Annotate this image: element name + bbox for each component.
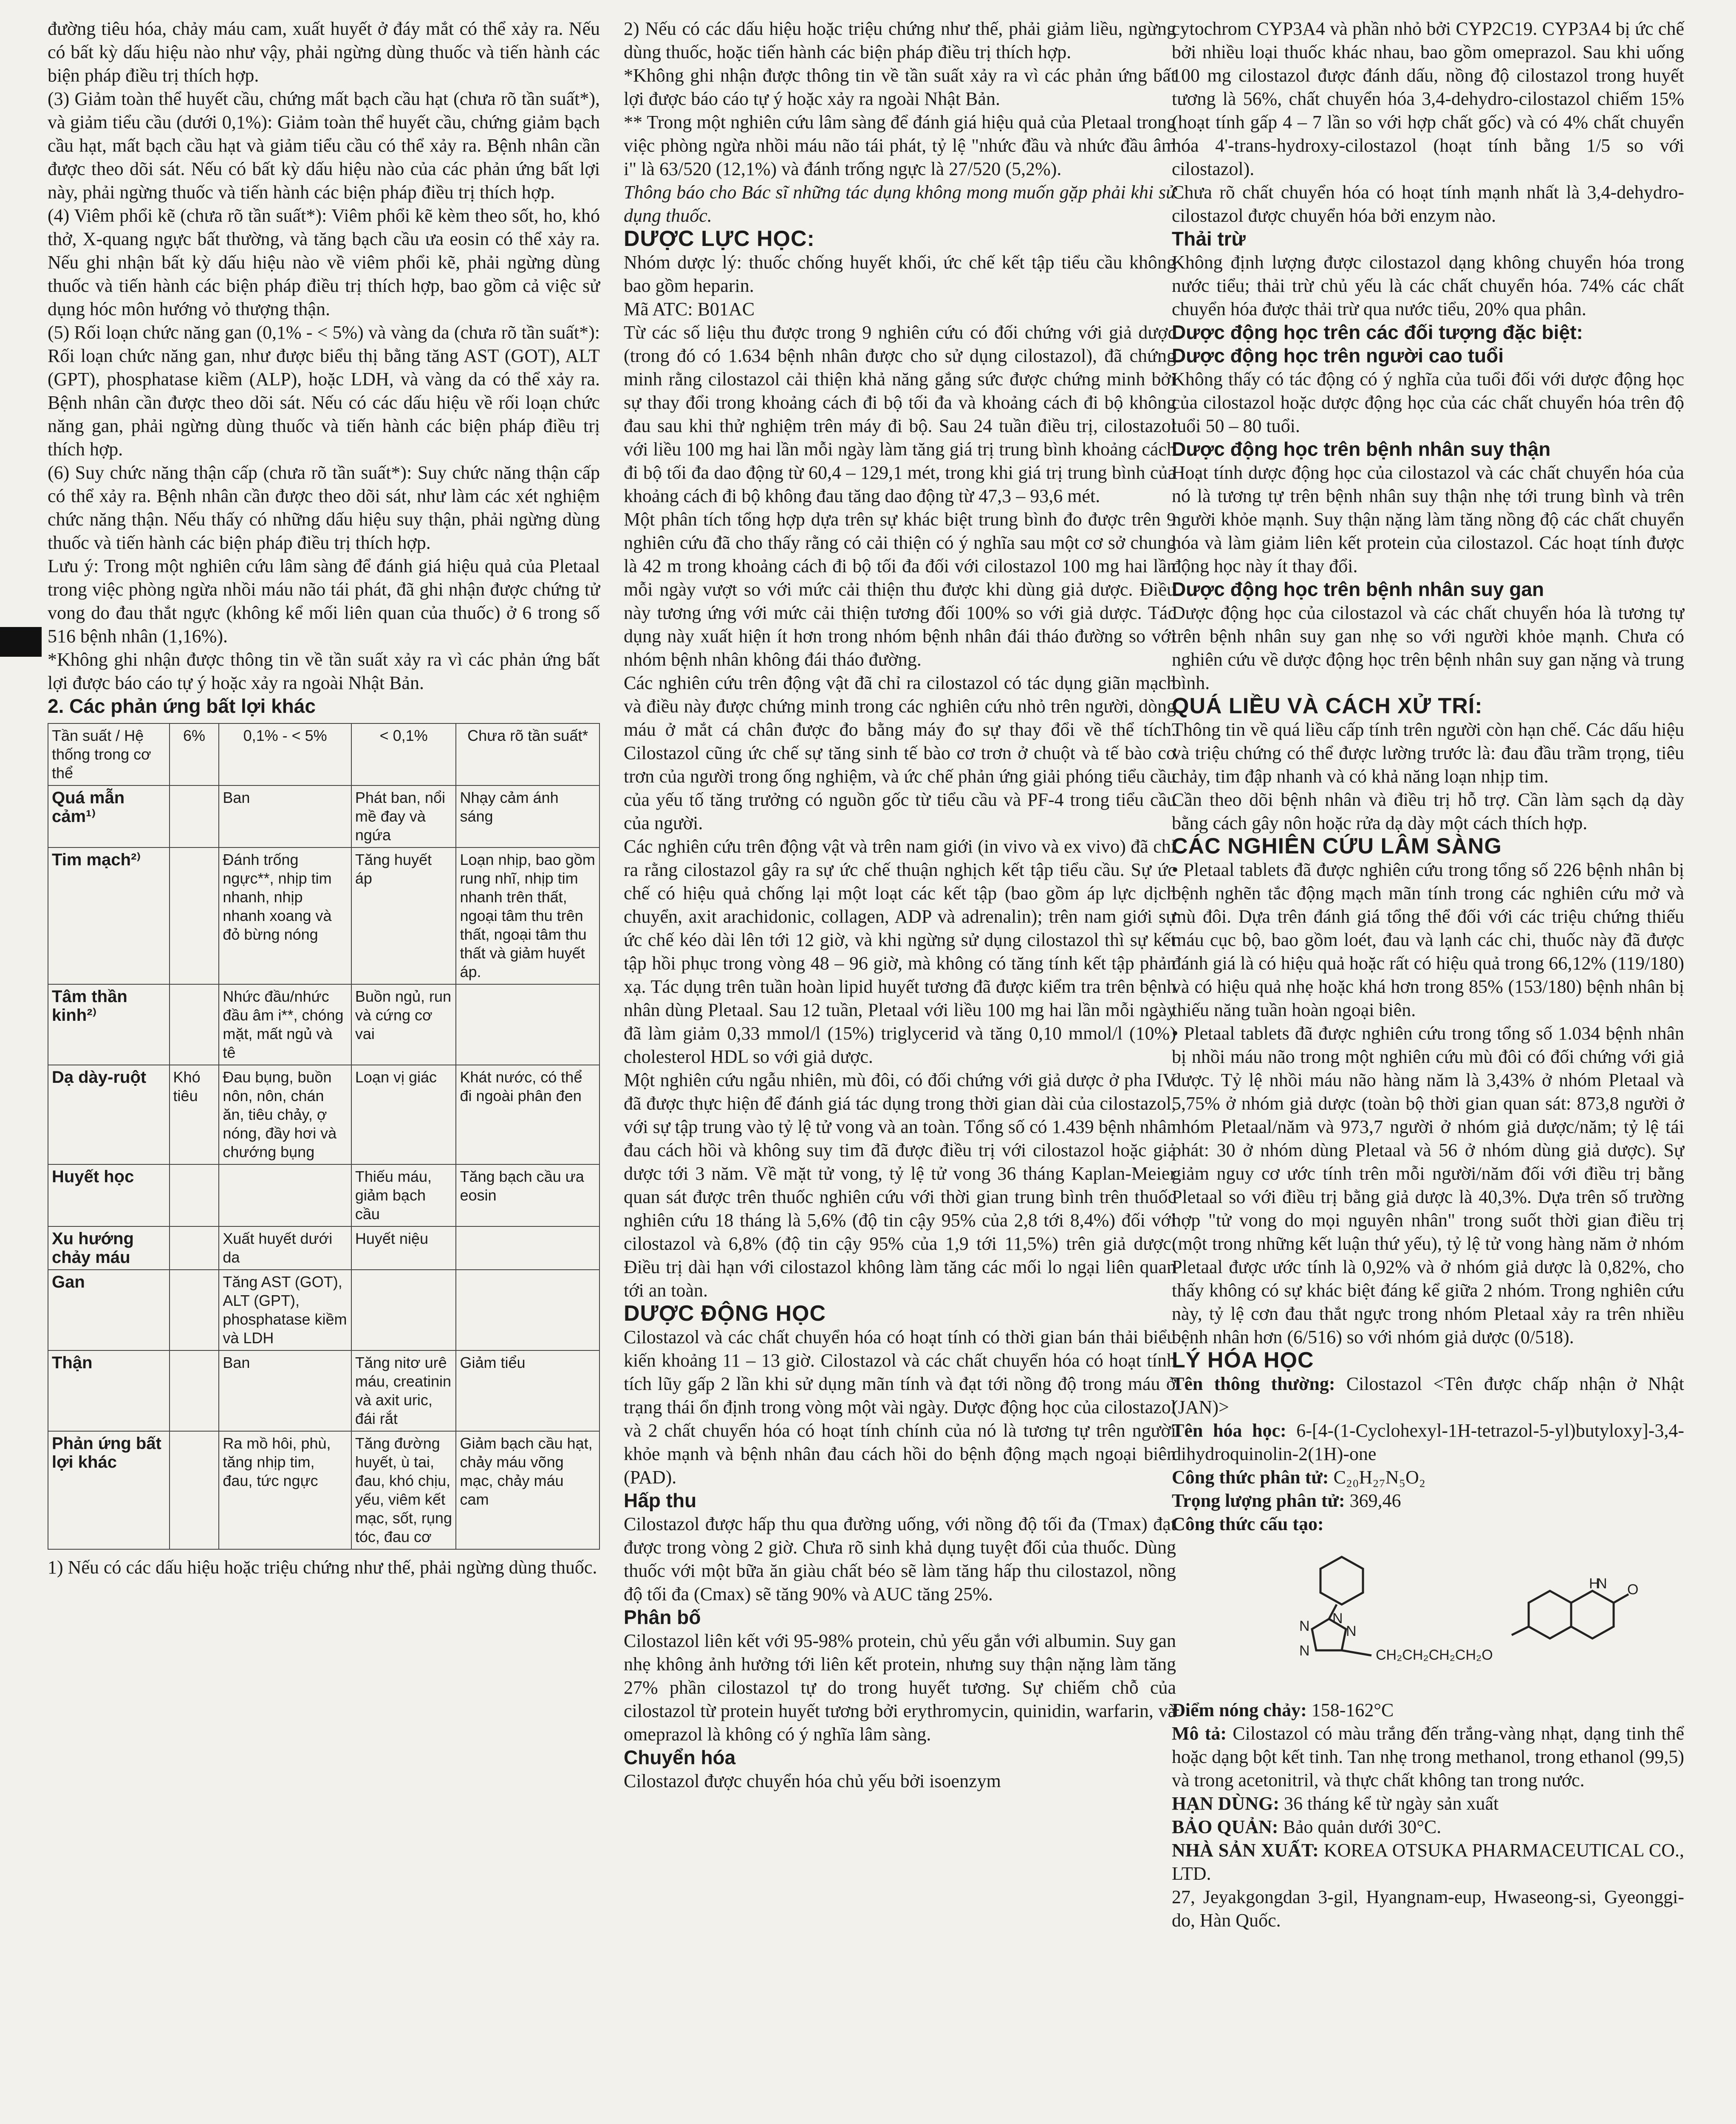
value: Cilostazol <Tên được chấp nhận ở Nhật (JAN)> <box>1172 1373 1684 1418</box>
table-cell: Thiếu máu, giảm bạch cầu <box>351 1164 456 1226</box>
paragraph: ** Trong một nghiên cứu lâm sàng để đánh giá hiệu quả của Pletaal trong việc phòng ngừa nhồi máu não tái phát, tỷ lệ "nhức đầu và nhức đầu âm i" là 63/520 (12,1%) và đánh trống ngực là 27/520 (5,2%). <box>624 112 1176 179</box>
subsection-heading: Dược động học trên người cao tuổi <box>1172 345 1504 367</box>
subsection-heading: Dược động học trên bệnh nhân suy thận <box>1172 438 1551 460</box>
label: HẠN DÙNG: <box>1172 1793 1279 1814</box>
table-cell <box>170 1164 219 1226</box>
table-header-row <box>48 723 599 785</box>
section-heading: QUÁ LIỀU VÀ CÁCH XỬ TRÍ: <box>1172 694 1483 718</box>
weight-line <box>1172 1489 1684 1512</box>
bond <box>1342 1650 1371 1655</box>
table-cell: Buồn ngủ, run và cứng cơ vai <box>351 984 456 1065</box>
table-cell: Đánh trống ngực**, nhịp tim nhanh, nhịp nhanh xoang và đỏ bừng nóng <box>219 847 351 984</box>
table-cell: Xuất huyết dưới da <box>219 1226 351 1270</box>
value: Bảo quản dưới 30°C. <box>1283 1816 1442 1837</box>
chemical-name-line <box>1172 1419 1684 1466</box>
paragraph: Lưu ý: Trong một nghiên cứu lâm sàng để đánh giá hiệu quả của Pletaal trong việc phòng ngừa nhồi máu não tái phát, đã ghi nhận được chứng tử vong do đau thắt ngực (không kể mối liên quan của thuốc) ở 6 trong số 516 bệnh nhân (1,16%). <box>48 556 600 647</box>
paragraph: (4) Viêm phổi kẽ (chưa rõ tần suất*): Viêm phổi kẽ kèm theo sốt, ho, khó thở, X-quang ngực bất thường, và tăng bạch cầu ưa eosin có thể xảy ra. Nếu ghi nhận bất kỳ dấu hiệu nào về viêm phổi kẽ, phải ngừng dùng thuốc và tiến hành các biện pháp điều trị thích hợp, bao gồm cả việc sử dụng hóc môn hướng vỏ thượng thận. <box>48 205 600 319</box>
paragraph: (5) Rối loạn chức năng gan (0,1% - < 5%) và vàng da (chưa rõ tần suất*): Rối loạn chức năng gan, như được biểu thị bằng tăng AST (GOT), ALT (GPT), phosphatase kiềm (ALP), hoặc LDH, và vàng da có thể xảy ra. Bệnh nhân cần được theo dõi sát. Nếu có các dấu hiệu về rối loạn chức năng gan, phải ngừng dùng thuốc và tiến hành các biện pháp điều trị thích hợp. <box>48 322 600 460</box>
subsection-heading: Chuyển hóa <box>624 1746 736 1768</box>
paragraph: Mã ATC: B01AC <box>624 299 755 319</box>
table-cell: Xu hướng chảy máu <box>48 1226 170 1270</box>
table-cell: Tâm thần kinh²⁾ <box>48 984 170 1065</box>
subsection-heading: Thải trừ <box>1172 228 1246 250</box>
table-cell <box>456 1270 599 1350</box>
table-row <box>48 785 599 847</box>
common-name-line <box>1172 1372 1684 1419</box>
value: Cilostazol có màu trắng đến trắng-vàng nhạt, dạng tinh thể hoặc dạng bột kết tinh. Tan nhẹ trong methanol, trong ethanol (99,5) và trong acetonitril, và thực chất không tan trong nước. <box>1172 1723 1684 1791</box>
table-row <box>48 1065 599 1164</box>
storage-line <box>1172 1815 1684 1839</box>
column-header: 6% <box>170 723 219 785</box>
paragraph: Cần theo dõi bệnh nhân và điều trị hỗ trợ. Cần làm sạch dạ dày bằng cách gây nôn hoặc rửa dạ dày một cách thích hợp. <box>1172 789 1684 833</box>
table-cell: Tăng AST (GOT), ALT (GPT), phosphatase kiềm và LDH <box>219 1270 351 1350</box>
table-cell <box>456 1226 599 1270</box>
value: 36 tháng kể từ ngày sản xuất <box>1284 1793 1499 1814</box>
value: C₂₀H₂₇N₅O₂ <box>1333 1467 1426 1488</box>
formula-line <box>1172 1466 1684 1489</box>
column-1 <box>48 17 600 1579</box>
paragraph: Một phân tích tổng hợp dựa trên sự khác biệt trung bình đo được trên 9 nghiên cứu đã cho thấy rằng có cải thiện có ý nghĩa sau một cơ sở chung là 42 m trong khoảng cách đi bộ tối đa đối với cilostazol 100 mg hai lần mỗi ngày vượt so với mức cải thiện thu được khi dùng giả dược. Điều này tương ứng với mức cải thiện tương đối 100% so với giả dược. Tác dụng này xuất hiện ít hơn trong nhóm bệnh nhân đái tháo đường so với nhóm bệnh nhân không đái tháo đường. <box>624 509 1176 670</box>
paragraph: Không thấy có tác động có ý nghĩa của tuổi đối với dược động học của cilostazol hoặc dược động học của các chất chuyển hóa trên độ tuổi 50 – 80 tuổi. <box>1172 369 1684 436</box>
footnote: 1) Nếu có các dấu hiệu hoặc triệu chứng như thế, phải ngừng dùng thuốc. <box>48 1557 597 1578</box>
section-heading: CÁC NGHIÊN CỨU LÂM SÀNG <box>1172 834 1502 859</box>
notice-text: Thông báo cho Bác sĩ những tác dụng không mong muốn gặp phải khi sử dụng thuốc. <box>624 182 1176 226</box>
nitrogen-atom: N <box>1299 1618 1310 1634</box>
table-cell: Loạn vị giác <box>351 1065 456 1164</box>
nitrogen-atom: N <box>1332 1610 1343 1627</box>
paragraph: Các nghiên cứu trên động vật đã chỉ ra cilostazol có tác dụng giãn mạch và điều này được chứng minh trong các nghiên cứu nhỏ trên người, dòng máu ở mắt cá chân được đo bằng máy đo sự thay đổi về thể tích. Cilostazol cũng ức chế sự tăng sinh tế bào cơ trơn ở chuột và tế bào cơ trơn của người trong ống nghiệm, và ức chế phản ứng giải phóng tiểu cầu của yếu tố tăng trưởng có nguồn gốc từ tiểu cầu và PF-4 trong tiểu cầu của người. <box>624 672 1176 833</box>
paragraph: cytochrom CYP3A4 và phần nhỏ bởi CYP2C19. CYP3A4 bị ức chế bởi nhiều loại thuốc khác nhau, bao gồm omeprazol. Sau khi uống 100 mg cilostazol được đánh dấu, nồng độ cilostazol trong huyết tương là 56%, chất chuyển hóa 3,4-dehydro-cilostazol chiếm 15% (hoạt tính gấp 4 – 7 lần so với hợp chất gốc) và có 4% chất chuyển hóa 4'-trans-hydroxy-cilostazol (hoạt tính bằng 1/5 so với cilostazol). <box>1172 18 1684 179</box>
section-heading: LÝ HÓA HỌC <box>1172 1348 1314 1373</box>
table-cell: Giảm bạch cầu hạt, chảy máu võng mạc, chảy máu cam <box>456 1431 599 1549</box>
paragraph: • Pletaal tablets đã được nghiên cứu trong tổng số 1.034 bệnh nhân bị nhồi máu não trong một nghiên cứu mù đôi có đối chứng với giả dược. Tỷ lệ nhồi máu não hàng năm là 3,43% ở nhóm Pletaal và 5,75% ở nhóm giả dược (toàn bộ thời gian quan sát: 873,8 người ở nhóm Pletaal/năm và 973,7 người ở nhóm giả dược/năm; tỷ lệ tái phát: 30 ở nhóm dùng Pletaal và 56 ở nhóm dùng giả dược). Sự giảm nguy cơ ước tính trên mỗi người/năm đối với điều trị bằng Pletaal so với điều trị bằng giả dược là 40,3%. Dựa trên số trường hợp "tử vong do mọi nguyên nhân" trong suốt thời gian điều trị (một trong những kết luận thứ yếu), tỷ lệ tử vong hàng năm ở nhóm Pletaal được ước tính là 0,92% và ở nhóm giả dược là 0,82%, cho thấy không có sự khác biệt đáng kể giữa 2 nhóm. Trong nghiên cứu này, tỷ lệ cơn đau thắt ngực trong nhóm Pletaal xảy ra trên nhiều bệnh nhân hơn (6/516) so với nhóm giả dược (0/518). <box>1172 1023 1684 1347</box>
table-cell <box>170 1270 219 1350</box>
table-cell <box>170 1350 219 1431</box>
expiry-line <box>1172 1792 1684 1815</box>
table-cell <box>456 984 599 1065</box>
address-line: 27, Jeyakgongdan 3-gil, Hyangnam-eup, Hwaseong-si, Gyeonggi-do, Hàn Quốc. <box>1172 1887 1684 1931</box>
melting-point-line <box>1172 1698 1684 1722</box>
table-title: 2. Các phản ứng bất lợi khác <box>48 695 316 717</box>
table-cell: Quá mẫn cảm¹⁾ <box>48 785 170 847</box>
table-row <box>48 847 599 984</box>
carbonyl-bond <box>1614 1594 1629 1603</box>
table-cell: Khát nước, có thể đi ngoài phân đen <box>456 1065 599 1164</box>
column-header: < 0,1% <box>351 723 456 785</box>
table-cell: Tăng bạch cầu ưa eosin <box>456 1164 599 1226</box>
subsection-heading: Dược động học trên bệnh nhân suy gan <box>1172 578 1544 600</box>
column-3 <box>1172 17 1684 1932</box>
subsection-heading: Phân bố <box>624 1606 701 1628</box>
manufacturer-line <box>1172 1839 1684 1885</box>
benzene-ring <box>1529 1591 1571 1638</box>
table-cell: Huyết học <box>48 1164 170 1226</box>
table-cell: Tăng đường huyết, ù tai, đau, khó chịu, yếu, viêm kết mạc, sốt, rụng tóc, đau cơ <box>351 1431 456 1549</box>
subsection-heading: Hấp thu <box>624 1489 697 1511</box>
table-row <box>48 1431 599 1549</box>
table-cell: Ban <box>219 785 351 847</box>
table-cell: Thận <box>48 1350 170 1431</box>
paragraph: 2) Nếu có các dấu hiệu hoặc triệu chứng như thế, phải giảm liều, ngừng dùng thuốc, hoặc tiến hành các biện pháp điều trị thích hợp. <box>624 18 1176 62</box>
section-heading: DƯỢC ĐỘNG HỌC <box>624 1301 826 1326</box>
value: 158-162°C <box>1311 1700 1394 1720</box>
margin-marker <box>0 627 42 657</box>
table-cell: Khó tiêu <box>170 1065 219 1164</box>
column-2 <box>624 17 1176 1793</box>
table-cell: Phát ban, nổi mề đay và ngứa <box>351 785 456 847</box>
table-cell: Nhức đầu/nhức đầu âm i**, chóng mặt, mất ngủ và tê <box>219 984 351 1065</box>
table-row <box>48 1350 599 1431</box>
cyclohexane-ring <box>1320 1557 1363 1604</box>
lactam-ring <box>1571 1591 1614 1638</box>
subsection-heading: Dược động học trên các đối tượng đặc biệt: <box>1172 321 1583 343</box>
table-cell <box>170 1431 219 1549</box>
bond <box>1512 1627 1529 1635</box>
nitrogen-atom: N <box>1346 1623 1357 1639</box>
description-line <box>1172 1722 1684 1792</box>
paragraph: Chưa rõ chất chuyển hóa có hoạt tính mạnh nhất là 3,4-dehydro-cilostazol được chuyển hóa bởi enzym nào. <box>1172 182 1684 226</box>
oxygen-atom: O <box>1627 1582 1639 1598</box>
paragraph: Nhóm dược lý: thuốc chống huyết khối, ức chế kết tập tiểu cầu không bao gồm heparin. <box>624 252 1176 296</box>
table-cell: Gan <box>48 1270 170 1350</box>
paragraph: đường tiêu hóa, chảy máu cam, xuất huyết ở đáy mắt có thể xảy ra. Nếu có bất kỳ dấu hiệu nào như vậy, phải ngừng dùng thuốc và tiến hành các biện pháp điều trị thích hợp. <box>48 18 600 86</box>
table-cell <box>351 1270 456 1350</box>
adverse-reactions-table <box>48 723 600 1550</box>
paragraph: (6) Suy chức năng thận cấp (chưa rõ tần suất*): Suy chức năng thận cấp có thể xảy ra. Bệnh nhân cần được theo dõi sát, như làm các xét nghiệm chức năng thận. Nếu thấy có những dấu hiệu suy thận, phải ngừng dùng thuốc và tiến hành các biện pháp điều trị thích hợp. <box>48 462 600 553</box>
paragraph: Một nghiên cứu ngẫu nhiên, mù đôi, có đối chứng với giả dược ở pha IV đã được thực hiện để đánh giá tác dụng trong thời gian dài của cilostazol, với sự tập trung vào tỷ lệ tử vong và an toàn. Tổng số có 1.439 bệnh nhân đau cách hồi và không suy tim đã được điều trị với cilostazol hoặc giả dược tới 3 năm. Về mặt tử vong, tỷ lệ tử vong 36 tháng Kaplan-Meier quan sát được trên thuốc nghiên cứu với thời gian trung bình trên thuốc nghiên cứu 18 tháng là 5,6% (độ tin cậy 95% của 2,8 tới 8,4%) đối với cilostazol và 6,8% (độ tin cậy 95% của 1,9 tới 11,5%) trên giả dược. Điều trị dài hạn với cilostazol không làm tăng các mối lo ngại liên quan tới an toàn. <box>624 1070 1176 1301</box>
paragraph: Cilostazol được chuyển hóa chủ yếu bởi isoenzym <box>624 1771 1001 1791</box>
label: BẢO QUẢN: <box>1172 1816 1278 1837</box>
table-cell: Nhạy cảm ánh sáng <box>456 785 599 847</box>
structure-label: Công thức cấu tạo: <box>1172 1514 1324 1534</box>
label: NHÀ SẢN XUẤT: <box>1172 1840 1319 1861</box>
table-cell: Tim mạch²⁾ <box>48 847 170 984</box>
table-cell <box>170 1226 219 1270</box>
table-cell <box>219 1164 351 1226</box>
label: Trọng lượng phân tử: <box>1172 1490 1345 1511</box>
label: Điểm nóng chảy: <box>1172 1700 1307 1720</box>
paragraph: Không định lượng được cilostazol dạng không chuyển hóa trong nước tiểu; thải trừ chủ yếu là các chất chuyển hóa. 74% các chất chuyển hóa được thải trừ qua nước tiểu, 20% qua phân. <box>1172 252 1684 319</box>
label: Mô tả: <box>1172 1723 1227 1744</box>
chain-label: CH₂CH₂CH₂CH₂O <box>1376 1647 1493 1663</box>
paragraph: Các nghiên cứu trên động vật và trên nam giới (in vivo và ex vivo) đã chỉ ra rằng cilostazol gây ra sự ức chế thuận nghịch kết tập tiểu cầu. Sự ức chế có hiệu quả chống lại một loạt các kết tập (bao gồm áp lực dịch chuyển, axit arachidonic, collagen, ADP và adrenalin); trên nam giới sự ức chế kéo dài lên tới 12 giờ, và khi ngừng sử dụng cilostazol thì sự kết tập hồi phục trong vòng 48 – 96 giờ, mà không có tăng tính kết tập phản xạ. Tác dụng trên tuần hoàn lipid huyết tương đã được kiểm tra trên bệnh nhân dùng Pletaal. Sau 12 tuần, Pletaal với liều 100 mg hai lần mỗi ngày đã làm giảm 0,33 mmol/l (15%) triglycerid và tăng 0,10 mmol/l (10%) cholesterol HDL so với giả dược. <box>624 836 1176 1067</box>
label: Tên hóa học: <box>1172 1420 1286 1441</box>
paragraph: Cilostazol và các chất chuyển hóa có hoạt tính có thời gian bán thải biểu kiến khoảng 11 – 13 giờ. Cilostazol và các chất chuyển hóa có hoạt tính tích lũy gấp 2 lần khi sử dụng mãn tính và đạt tới nồng độ trong máu ở trạng thái ổn định trong vòng một vài ngày. Dược động học của cilostazol và 2 chất chuyển hóa có hoạt tính chính của nó là tương tự trên người khỏe mạnh và bệnh nhân đau cách hồi do bệnh động mạch ngoại biên (PAD). <box>624 1327 1176 1488</box>
table-cell <box>170 847 219 984</box>
value: 369,46 <box>1349 1490 1401 1511</box>
paragraph: Hoạt tính dược động học của cilostazol và các chất chuyển hóa của nó là tương tự trên bệnh nhân suy thận nhẹ tới trung bình và trên người khỏe mạnh. Suy thận nặng làm tăng nồng độ các chất chuyển hóa và làm giảm liên kết protein của cilostazol. Các hoạt tính được động học này ít thay đổi. <box>1172 462 1684 576</box>
paragraph: Dược động học của cilostazol và các chất chuyển hóa là tương tự trên bệnh nhân suy gan nhẹ so với người khỏe mạnh. Chưa có nghiên cứu về dược động học trên bệnh nhân suy gan nặng và trung bình. <box>1172 602 1684 693</box>
table-cell: Giảm tiểu <box>456 1350 599 1431</box>
paragraph: Từ các số liệu thu được trong 9 nghiên cứu có đối chứng với giả dược (trong đó có 1.634 bệnh nhân được cho sử dụng cilostazol), đã chứng minh rằng cilostazol cải thiện khả năng gắng sức được chứng minh bởi sự thay đổi trong khoảng cách đi bộ tối đa và khoảng cách đi bộ không đau sau khi thử nghiệm trên máy đi bộ. Sau 24 tuần điều trị, cilostazol với liều 100 mg hai lần mỗi ngày làm tăng giá trị trung bình khoảng cách đi bộ tối đa dao động từ 60,4 – 129,1 mét, trong khi giá trị trung bình của khoảng cách đi bộ không đau tăng dao động từ 47,3 – 93,6 mét. <box>624 322 1176 506</box>
table-cell: Loạn nhịp, bao gồm rung nhĩ, nhịp tim nhanh trên thất, ngoại tâm thu trên thất, ngoại tâm thu thất và giảm huyết áp. <box>456 847 599 984</box>
amide-n: N <box>1597 1576 1607 1592</box>
table-row <box>48 1226 599 1270</box>
structural-formula-diagram <box>1172 1544 1639 1689</box>
table-cell: Tăng huyết áp <box>351 847 456 984</box>
label: Công thức phân tử: <box>1172 1467 1329 1488</box>
value: 6-[4-(1-Cyclohexyl-1H-tetrazol-5-yl)butyloxy]-3,4-dihydroquinolin-2(1H)-one <box>1172 1420 1684 1464</box>
paragraph: • Pletaal tablets đã được nghiên cứu trong tổng số 226 bệnh nhân bị bệnh nghẽn tắc động mạch mãn tính trong các nghiên cứu mở và mù đôi. Dựa trên đánh giá tổng thể đối với các triệu chứng thiếu máu cục bộ, bao gồm loét, đau và lạnh các chi, thuốc này đã được đánh giá là có hiệu quả hoặc rất có hiệu quả trong 66,12% (119/180) và có hiệu quả nhẹ hoặc khá hơn trong 85% (153/180) bệnh nhân bị thiếu năng tuần hoàn ngoại biên. <box>1172 859 1684 1020</box>
column-header: Chưa rõ tần suất* <box>456 723 599 785</box>
paragraph: *Không ghi nhận được thông tin về tần suất xảy ra vì các phản ứng bất lợi được báo cáo tự ý hoặc xảy ra ngoài Nhật Bản. <box>48 649 600 693</box>
table-row <box>48 1270 599 1350</box>
section-heading: DƯỢC LỰC HỌC: <box>624 226 815 251</box>
amide-nh: H <box>1589 1576 1600 1592</box>
table-cell <box>170 984 219 1065</box>
paragraph: *Không ghi nhận được thông tin về tần suất xảy ra vì các phản ứng bất lợi được báo cáo tự ý hoặc xảy ra ngoài Nhật Bản. <box>624 65 1176 109</box>
value: KOREA OTSUKA PHARMACEUTICAL CO., LTD. <box>1172 1840 1685 1884</box>
table-cell: Tăng nitơ urê máu, creatinin và axit uric, đái rắt <box>351 1350 456 1431</box>
table-row <box>48 984 599 1065</box>
paragraph: Cilostazol được hấp thu qua đường uống, với nồng độ tối đa (Tmax) đạt được trong vòng 2 giờ. Chưa rõ sinh khả dụng tuyệt đối của thuốc. Dùng thuốc với một bữa ăn giàu chất béo sẽ làm tăng hấp thu cilostazol, nồng độ tối đa (Cmax) sẽ tăng 90% và AUC tăng 25%. <box>624 1514 1176 1604</box>
table-cell: Ban <box>219 1350 351 1431</box>
paragraph: (3) Giảm toàn thể huyết cầu, chứng mất bạch cầu hạt (chưa rõ tần suất*), và giảm tiểu cầu (dưới 0,1%): Giảm toàn thể huyết cầu, chứng giảm bạch cầu hạt, mất bạch cầu hạt và giảm tiểu cầu có thể xảy ra. Bệnh nhân cần được theo dõi sát. Nếu có bất kỳ dấu hiệu nào của các phản ứng bất lợi này, phải ngừng thuốc và tiến hành các biện pháp điều trị thích hợp. <box>48 88 600 203</box>
label: Tên thông thường: <box>1172 1373 1335 1394</box>
nitrogen-atom: N <box>1299 1643 1310 1659</box>
table-row <box>48 1164 599 1226</box>
table-cell: Phản ứng bất lợi khác <box>48 1431 170 1549</box>
table-cell: Ra mồ hôi, phù, tăng nhịp tim, đau, tức ngực <box>219 1431 351 1549</box>
table-cell: Huyết niệu <box>351 1226 456 1270</box>
column-header: 0,1% - < 5% <box>219 723 351 785</box>
paragraph: Thông tin về quá liều cấp tính trên người còn hạn chế. Các dấu hiệu và triệu chứng có thể được lường trước là: đau đầu trầm trọng, tiêu chảy, tim đập nhanh và có khả năng loạn nhịp tim. <box>1172 719 1684 787</box>
column-header: Tần suất / Hệ thống trong cơ thể <box>48 723 170 785</box>
table-cell: Dạ dày-ruột <box>48 1065 170 1164</box>
table-cell <box>170 785 219 847</box>
paragraph: Cilostazol liên kết với 95-98% protein, chủ yếu gắn với albumin. Suy gan nhẹ không ảnh hưởng tới liên kết protein, nhưng suy thận nặng làm tăng 27% phần cilostazol tự do trong huyết tương. Sự chiếm chỗ của cilostazol từ protein huyết tương bởi erythromycin, quinidin, warfarin, và omeprazol là không có ý nghĩa lâm sàng. <box>624 1630 1176 1745</box>
table-cell: Đau bụng, buồn nôn, nôn, chán ăn, tiêu chảy, ợ nóng, đầy hơi và chướng bụng <box>219 1065 351 1164</box>
